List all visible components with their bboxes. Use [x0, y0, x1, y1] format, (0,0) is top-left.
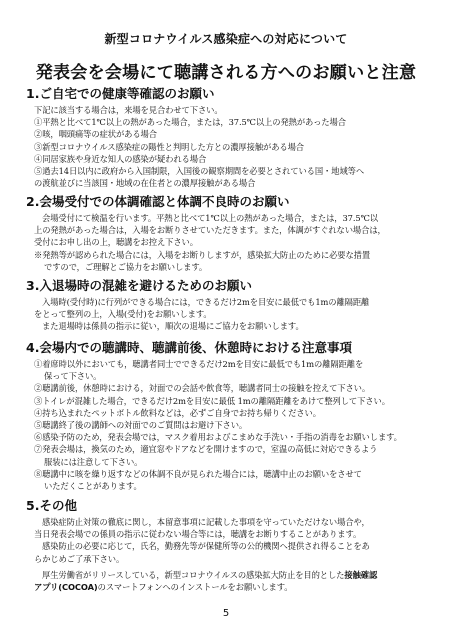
- list-item: ⑧聴講中に咳を繰り返すなどの体調不良が見られた場合には，聴講中止のお願いをさせて: [34, 468, 362, 479]
- page-number: 5: [222, 608, 230, 619]
- list-item: ⑤過去14日以内に政府から入国制限，入国後の観察期間を必要とされている国・地域等へ: [34, 166, 365, 177]
- list-item: ②聴講前後，休憩時における，対面での会話や飲食等，聴講者同士の接触を控えて下さい。: [34, 383, 371, 394]
- paragraph-line: 感染症防止対策の徹底に関し，本留意事項に記載した事項を守っていただけない場合や，: [42, 517, 370, 527]
- section-heading: 2.会場受付での体調確認と体調不良時のお願い: [26, 194, 290, 209]
- page-title: 発表会を会場にて聴講される方へのお願いと注意: [35, 63, 417, 83]
- cocoa-app-name: アプリ(COCOA): [34, 582, 98, 593]
- paragraph-line: らかじめご了承下さい。: [34, 553, 125, 564]
- paragraph-line: 受付にお申し出の上，聴講をお控え下さい。: [34, 237, 198, 248]
- cocoa-highlight: 接触確認: [344, 569, 378, 580]
- list-item: ④同居家族や身近な知人の感染が疑われる場合: [34, 153, 207, 164]
- list-item: ⑥感染予防のため，発表会場では，マスク着用およびこまめな手洗い・手指の消毒をお願いします。: [34, 432, 402, 443]
- list-item: ②咳，咽頭痛等の症状がある場合: [34, 129, 157, 140]
- list-item-continued: の渡航並びに当該国・地域の在住者との濃厚接触がある場合: [34, 178, 256, 189]
- paragraph-line: また退場時は係員の指示に従い，順次の退場にご協力をお願いします。: [42, 321, 304, 332]
- section-heading: 4.会場内での聴講時、聴講前後、休憩時における注意事項: [26, 340, 352, 355]
- section-reception-check: [26, 194, 434, 273]
- list-item: ③トイレが混雑した場合，できるだけ2mを目安に最低 1mの離隔距離をあけて整列して下さい。: [34, 395, 390, 406]
- list-item: ⑤聴講終了後の講師への対面でのご質問はお避け下さい。: [34, 420, 248, 431]
- section-heading: 5.その他: [26, 498, 77, 513]
- list-item: ①平熱と比べて1℃以上の熱があった場合，または，37.5℃以上の発熱があった場合: [34, 117, 346, 128]
- section-home-health-check: [26, 86, 434, 189]
- notice-heading: 新型コロナウイルス感染症への対応について: [104, 32, 348, 46]
- paragraph-line: 会場受付にて検温を行います。平熱と比べて1℃以上の熱があった場合，または，37.5℃以: [42, 213, 378, 223]
- paragraph-line: [26, 569, 434, 581]
- note-line: ※発熱等が認められた場合には，入場をお断りしますが，感染拡大防止のために必要な措置: [34, 249, 371, 260]
- paragraph-line: をとって整列の上，入場(受付)をお願いします。: [34, 309, 212, 320]
- section-other: [26, 498, 434, 593]
- section-venue-precautions: [26, 340, 434, 492]
- paragraph-line: 感染防止の必要に応じて，氏名，勤務先等が保健所等の公的機関へ提供され得ることをあ: [42, 541, 370, 552]
- list-item-continued: いただくことがあります。: [44, 481, 142, 492]
- list-item-continued: 服装には注意して下さい。: [44, 456, 143, 467]
- list-item-continued: 保って下さい。: [44, 371, 102, 382]
- list-item: ④持ち込まれたペットボトル飲料などは，必ずご自身でお持ち帰りください。: [34, 407, 321, 418]
- section-intro: 下記に該当する場合は，来場を見合わせて下さい。: [34, 105, 223, 115]
- paragraph-line: 入場時(受付時)に行列ができる場合には，できるだけ2mを目安に最低でも1mの離隔距離: [42, 297, 370, 307]
- cocoa-text-end: のスマートフォンへのインストールをお願いします。: [97, 582, 293, 593]
- section-heading: 1.ご自宅での健康等確認のお願い: [26, 86, 215, 101]
- paragraph-line: [26, 581, 434, 593]
- paragraph-line: 上の発熱があった場合は，入場をお断りさせていただきます。また，体調がすぐれない場合は，: [34, 225, 386, 236]
- section-heading: 3.入退場時の混雑を避けるためのお願い: [26, 278, 252, 293]
- note-line-continued: ですので，ご理解とご協力をお願いします。: [44, 261, 208, 272]
- paragraph-line: 当日発表会場での係員の指示に従わない場合等には，聴講をお断りすることがあります。: [34, 529, 362, 540]
- section-entry-exit: [26, 278, 434, 333]
- list-item: ⑦発表会場は，換気のため，適宜窓やドアなどを開けますので，室温の高低に対応できるよう: [34, 444, 378, 455]
- list-item: ③新型コロナウイルス感染症の陽性と判明した方との濃厚接触がある場合: [34, 141, 305, 152]
- list-item: ①着席時以外においても，聴講者同士でできるだけ2mを目安に最低でも1mの離隔距離を: [34, 359, 364, 369]
- cocoa-text: 厚生労働省がリリースしている，新型コロナウイルスの感染拡大防止を目的とした: [42, 569, 345, 580]
